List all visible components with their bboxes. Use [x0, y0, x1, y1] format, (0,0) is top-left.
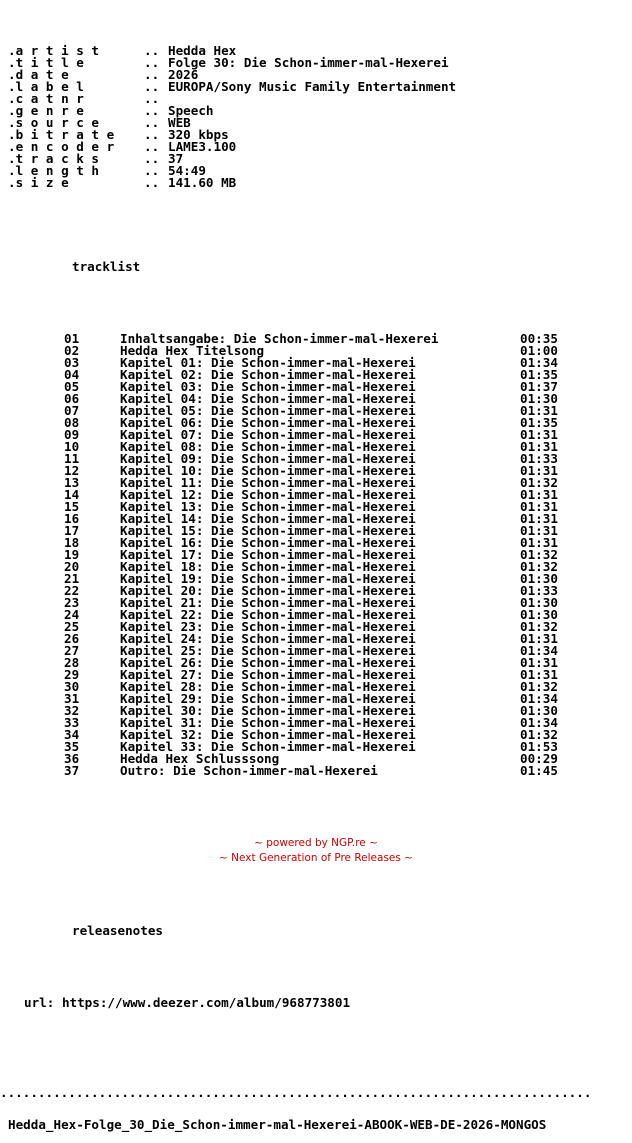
track-number: 13 — [64, 475, 80, 490]
footer-powered-by: ~ powered by NGP.re ~ — [254, 837, 378, 849]
track-title: Kapitel 23: Die Schon-immer-mal-Hexerei — [120, 619, 416, 634]
track-title: Kapitel 26: Die Schon-immer-mal-Hexerei — [120, 655, 416, 670]
meta-row — [8, 177, 624, 189]
meta-value: WEB — [168, 115, 191, 130]
track-number: 29 — [64, 667, 80, 682]
meta-value: Hedda Hex — [168, 43, 237, 58]
track-row — [8, 765, 624, 777]
track-title: Kapitel 22: Die Schon-immer-mal-Hexerei — [120, 607, 416, 622]
track-number: 36 — [64, 751, 80, 766]
track-title: Kapitel 29: Die Schon-immer-mal-Hexerei — [120, 691, 416, 706]
track-duration: 01:34 — [520, 715, 558, 730]
tracklist-heading: tracklist — [72, 259, 141, 274]
track-title: Kapitel 14: Die Schon-immer-mal-Hexerei — [120, 511, 416, 526]
meta-key: .l e n g t h — [8, 163, 99, 178]
track-title: Kapitel 16: Die Schon-immer-mal-Hexerei — [120, 535, 416, 550]
meta-value: 2026 — [168, 67, 199, 82]
track-duration: 01:34 — [520, 355, 558, 370]
track-number: 06 — [64, 391, 80, 406]
track-number: 25 — [64, 619, 80, 634]
track-number: 16 — [64, 511, 80, 526]
track-title: Kapitel 03: Die Schon-immer-mal-Hexerei — [120, 379, 416, 394]
track-number: 01 — [64, 331, 80, 346]
track-number: 02 — [64, 343, 80, 358]
url-label: url: — [24, 995, 55, 1010]
track-duration: 01:30 — [520, 595, 558, 610]
track-number: 12 — [64, 463, 80, 478]
track-title: Kapitel 05: Die Schon-immer-mal-Hexerei — [120, 403, 416, 418]
track-number: 35 — [64, 739, 80, 754]
track-number: 10 — [64, 439, 80, 454]
track-number: 07 — [64, 403, 80, 418]
meta-separator: .. — [144, 91, 160, 106]
meta-separator: .. — [144, 175, 160, 190]
track-duration: 01:30 — [520, 571, 558, 586]
track-title: Kapitel 09: Die Schon-immer-mal-Hexerei — [120, 451, 416, 466]
track-duration: 01:45 — [520, 763, 558, 778]
track-title: Kapitel 18: Die Schon-immer-mal-Hexerei — [120, 559, 416, 574]
track-title: Kapitel 04: Die Schon-immer-mal-Hexerei — [120, 391, 416, 406]
track-duration: 01:31 — [520, 523, 558, 538]
track-title: Kapitel 21: Die Schon-immer-mal-Hexerei — [120, 595, 416, 610]
meta-value: Folge 30: Die Schon-immer-mal-Hexerei — [168, 55, 449, 70]
track-number: 18 — [64, 535, 80, 550]
track-title: Kapitel 08: Die Schon-immer-mal-Hexerei — [120, 439, 416, 454]
meta-value: 37 — [168, 151, 184, 166]
track-number: 32 — [64, 703, 80, 718]
track-duration: 01:34 — [520, 691, 558, 706]
track-title: Kapitel 33: Die Schon-immer-mal-Hexerei — [120, 739, 416, 754]
track-title: Kapitel 30: Die Schon-immer-mal-Hexerei — [120, 703, 416, 718]
track-number: 23 — [64, 595, 80, 610]
track-number: 27 — [64, 643, 80, 658]
track-title: Kapitel 19: Die Schon-immer-mal-Hexerei — [120, 571, 416, 586]
track-duration: 01:33 — [520, 451, 558, 466]
track-duration: 01:32 — [520, 679, 558, 694]
track-number: 26 — [64, 631, 80, 646]
track-title: Kapitel 28: Die Schon-immer-mal-Hexerei — [120, 679, 416, 694]
track-number: 20 — [64, 559, 80, 574]
track-title: Kapitel 07: Die Schon-immer-mal-Hexerei — [120, 427, 416, 442]
track-duration: 01:32 — [520, 559, 558, 574]
releasenotes-heading: releasenotes — [72, 923, 163, 938]
track-number: 11 — [64, 451, 80, 466]
meta-key: .e n c o d e r — [8, 139, 115, 154]
meta-key: .a r t i s t — [8, 43, 99, 58]
meta-key: .s i z e — [8, 175, 69, 190]
track-duration: 01:32 — [520, 547, 558, 562]
track-title: Kapitel 13: Die Schon-immer-mal-Hexerei — [120, 499, 416, 514]
track-duration: 01:53 — [520, 739, 558, 754]
track-title: Outro: Die Schon-immer-mal-Hexerei — [120, 763, 378, 778]
track-duration: 00:29 — [520, 751, 558, 766]
meta-separator: .. — [144, 151, 160, 166]
track-number: 15 — [64, 499, 80, 514]
release-name: Hedda_Hex-Folge_30_Die_Schon-immer-mal-Hexerei-ABOOK-WEB-DE-2026-MONGOS — [8, 1117, 547, 1132]
track-number: 08 — [64, 415, 80, 430]
track-number: 33 — [64, 715, 80, 730]
meta-value: 141.60 MB — [168, 175, 237, 190]
track-title: Kapitel 12: Die Schon-immer-mal-Hexerei — [120, 487, 416, 502]
meta-separator: .. — [144, 79, 160, 94]
track-duration: 01:34 — [520, 643, 558, 658]
track-number: 28 — [64, 655, 80, 670]
meta-value: EUROPA/Sony Music Family Entertainment — [168, 79, 457, 94]
track-title: Kapitel 31: Die Schon-immer-mal-Hexerei — [120, 715, 416, 730]
track-duration: 01:31 — [520, 535, 558, 550]
track-number: 14 — [64, 487, 80, 502]
track-duration: 01:31 — [520, 631, 558, 646]
track-number: 17 — [64, 523, 80, 538]
track-title: Kapitel 32: Die Schon-immer-mal-Hexerei — [120, 727, 416, 742]
meta-key: .b i t r a t e — [8, 127, 115, 142]
dotted-rule: .............................................................................. — [0, 1087, 592, 1099]
track-title: Inhaltsangabe: Die Schon-immer-mal-Hexerei — [120, 331, 439, 346]
meta-key: .t r a c k s — [8, 151, 99, 166]
track-number: 37 — [64, 763, 80, 778]
track-duration: 01:31 — [520, 511, 558, 526]
track-title: Kapitel 24: Die Schon-immer-mal-Hexerei — [120, 631, 416, 646]
track-duration: 01:31 — [520, 439, 558, 454]
meta-row — [8, 141, 624, 153]
meta-separator: .. — [144, 163, 160, 178]
track-duration: 01:31 — [520, 655, 558, 670]
url-row — [8, 997, 624, 1009]
meta-separator: .. — [144, 43, 160, 58]
track-duration: 01:30 — [520, 703, 558, 718]
track-duration: 01:35 — [520, 415, 558, 430]
track-number: 03 — [64, 355, 80, 370]
meta-value: 54:49 — [168, 163, 206, 178]
meta-value: LAME3.100 — [168, 139, 237, 154]
track-duration: 01:31 — [520, 487, 558, 502]
meta-separator: .. — [144, 139, 160, 154]
track-number: 21 — [64, 571, 80, 586]
track-duration: 01:35 — [520, 367, 558, 382]
track-title: Kapitel 20: Die Schon-immer-mal-Hexerei — [120, 583, 416, 598]
track-title: Kapitel 25: Die Schon-immer-mal-Hexerei — [120, 643, 416, 658]
track-duration: 01:30 — [520, 607, 558, 622]
track-duration: 01:30 — [520, 391, 558, 406]
meta-key: .c a t n r — [8, 91, 84, 106]
track-number: 30 — [64, 679, 80, 694]
track-number: 04 — [64, 367, 80, 382]
release-meta-block — [8, 45, 624, 189]
track-title: Kapitel 17: Die Schon-immer-mal-Hexerei — [120, 547, 416, 562]
track-duration: 01:32 — [520, 475, 558, 490]
meta-row — [8, 153, 624, 165]
meta-key: .t i t l e — [8, 55, 84, 70]
track-duration: 01:32 — [520, 727, 558, 742]
meta-separator: .. — [144, 115, 160, 130]
track-number: 09 — [64, 427, 80, 442]
track-number: 19 — [64, 547, 80, 562]
track-duration: 01:31 — [520, 463, 558, 478]
meta-row — [8, 105, 624, 117]
meta-key: .l a b e l — [8, 79, 84, 94]
track-duration: 01:33 — [520, 583, 558, 598]
tracklist — [8, 333, 624, 777]
track-title: Kapitel 06: Die Schon-immer-mal-Hexerei — [120, 415, 416, 430]
meta-separator: .. — [144, 103, 160, 118]
meta-value: Speech — [168, 103, 214, 118]
track-duration: 01:31 — [520, 667, 558, 682]
meta-row — [8, 57, 624, 69]
track-duration: 00:35 — [520, 331, 558, 346]
meta-separator: .. — [144, 127, 160, 142]
footer-tagline: ~ Next Generation of Pre Releases ~ — [219, 852, 413, 864]
track-title: Hedda Hex Titelsong — [120, 343, 265, 358]
nfo-text — [0, 21, 624, 1143]
track-title: Hedda Hex Schlusssong — [120, 751, 280, 766]
track-duration: 01:31 — [520, 403, 558, 418]
meta-row — [8, 93, 624, 105]
track-title: Kapitel 10: Die Schon-immer-mal-Hexerei — [120, 463, 416, 478]
track-title: Kapitel 02: Die Schon-immer-mal-Hexerei — [120, 367, 416, 382]
track-number: 31 — [64, 691, 80, 706]
meta-value: 320 kbps — [168, 127, 229, 142]
meta-separator: .. — [144, 55, 160, 70]
track-duration: 01:31 — [520, 427, 558, 442]
track-duration: 01:37 — [520, 379, 558, 394]
release-url: https://www.deezer.com/album/968773801 — [61, 995, 351, 1010]
meta-row — [8, 165, 624, 177]
meta-separator: .. — [144, 67, 160, 82]
meta-row — [8, 81, 624, 93]
track-number: 05 — [64, 379, 80, 394]
track-title: Kapitel 15: Die Schon-immer-mal-Hexerei — [120, 523, 416, 538]
track-number: 34 — [64, 727, 80, 742]
track-duration: 01:00 — [520, 343, 558, 358]
track-duration: 01:31 — [520, 499, 558, 514]
track-number: 24 — [64, 607, 80, 622]
track-title: Kapitel 11: Die Schon-immer-mal-Hexerei — [120, 475, 416, 490]
meta-key: .g e n r e — [8, 103, 84, 118]
track-title: Kapitel 01: Die Schon-immer-mal-Hexerei — [120, 355, 416, 370]
meta-key: .s o u r c e — [8, 115, 99, 130]
meta-key: .d a t e — [8, 67, 69, 82]
track-title: Kapitel 27: Die Schon-immer-mal-Hexerei — [120, 667, 416, 682]
track-duration: 01:32 — [520, 619, 558, 634]
track-number: 22 — [64, 583, 80, 598]
